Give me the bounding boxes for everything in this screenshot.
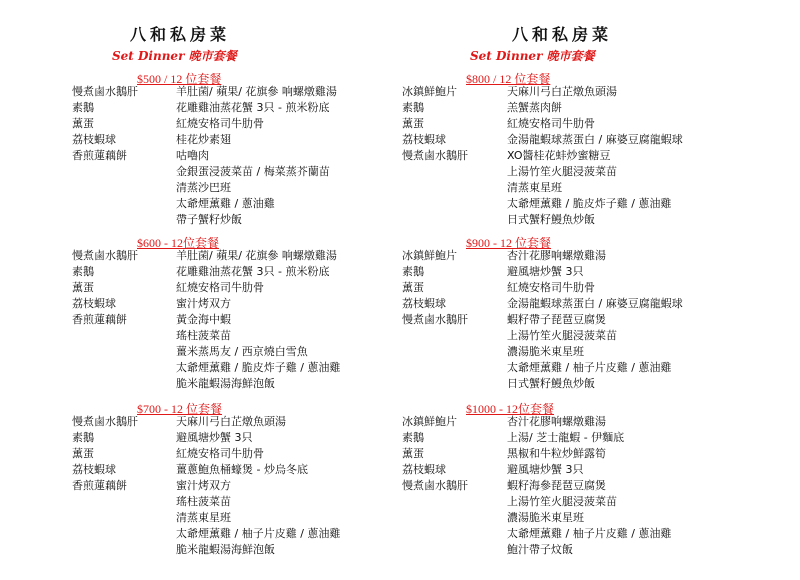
- dish-item: 天麻川弓白芷燉魚頭湯: [507, 85, 617, 98]
- starter-item: 薰蛋: [72, 117, 94, 130]
- starter-item: 素鵝: [402, 265, 424, 278]
- set-title: $1000 - 12位套餐: [466, 402, 554, 416]
- dish-item: 濃湯脆米東星班: [507, 345, 584, 358]
- dish-item: 日式蟹籽鰻魚炒飯: [507, 213, 595, 226]
- dish-item: 避風塘炒蟹 3只: [507, 265, 584, 278]
- dish-item: 紅燒安格司牛肋骨: [507, 117, 595, 130]
- starter-item: 慢煮鹵水鵝肝: [72, 415, 138, 428]
- starter-item: 素鵝: [72, 431, 94, 444]
- dish-item: 羊肚菌/ 蘋果/ 花旗參 响螺燉雞湯: [176, 249, 337, 262]
- dish-item: 避風塘炒蟹 3只: [507, 463, 584, 476]
- dish-item: 咕嚕肉: [176, 149, 209, 162]
- starter-item: 薰蛋: [402, 117, 424, 130]
- dish-item: 太爺煙薰雞 / 脆皮炸子雞 / 蔥油雞: [507, 197, 672, 210]
- starter-item: 慢煮鹵水鵝肝: [402, 479, 468, 492]
- dish-item: 鮑汁帶子炆飯: [507, 543, 573, 556]
- set-title: $600 - 12位套餐: [137, 236, 219, 250]
- dish-item: 黑椒和牛粒炒鮮露筍: [507, 447, 606, 460]
- dish-item: 蝦籽帶子琵琶豆腐煲: [507, 313, 606, 326]
- starter-item: 素鵝: [72, 265, 94, 278]
- dish-item: 薑蔥鮑魚桶蠔煲 - 炒烏冬底: [176, 463, 308, 476]
- dish-item: 紅燒安格司牛肋骨: [176, 447, 264, 460]
- starter-item: 慢煮鹵水鵝肝: [402, 313, 468, 326]
- dish-item: 濃湯脆米東星班: [507, 511, 584, 524]
- starter-item: 慢煮鹵水鵝肝: [402, 149, 468, 162]
- starter-item: 慢煮鹵水鵝肝: [72, 85, 138, 98]
- starter-item: 冰鎮鮮鮑片: [402, 85, 457, 98]
- restaurant-title: 八和私房菜: [511, 25, 612, 44]
- dish-item: 天麻川弓白芷燉魚頭湯: [176, 415, 286, 428]
- set-title: $500 / 12 位套餐: [137, 72, 222, 86]
- dish-item: 太爺煙薰雞 / 蔥油雞: [176, 197, 275, 210]
- dish-item: 太爺煙薰雞 / 脆皮炸子雞 / 蔥油雞: [176, 361, 341, 374]
- menu-subtitle: Set Dinner 晚市套餐: [112, 49, 237, 63]
- starter-item: 慢煮鹵水鵝肝: [72, 249, 138, 262]
- dish-item: 脆米龍蝦湯海鮮泡飯: [176, 377, 275, 390]
- dish-item: 太爺煙薰雞 / 柚子片皮雞 / 蔥油雞: [507, 527, 672, 540]
- starter-item: 薰蛋: [72, 447, 94, 460]
- starter-item: 素鵝: [402, 101, 424, 114]
- dish-item: 羊肚菌/ 蘋果/ 花旗參 响螺燉雞湯: [176, 85, 337, 98]
- menu-subtitle: Set Dinner 晚市套餐: [470, 49, 595, 63]
- starter-item: 荔枝蝦球: [402, 133, 446, 146]
- dish-item: 蝦籽海參琵琶豆腐煲: [507, 479, 606, 492]
- starter-item: 薰蛋: [402, 447, 424, 460]
- dish-item: 蜜汁烤双方: [176, 297, 231, 310]
- dish-item: 薑米蒸馬友 / 西京燒白雪魚: [176, 345, 308, 358]
- starter-item: 素鵝: [72, 101, 94, 114]
- dish-item: 上湯竹笙火腿浸菠菜苗: [507, 495, 617, 508]
- starter-item: 香煎蓮藕餅: [72, 479, 127, 492]
- dish-item: 杏汁花膠响螺燉雞湯: [507, 415, 606, 428]
- dish-item: 花雕雞油蒸花蟹 3只 - 煎米粉底: [176, 265, 330, 278]
- dish-item: 杏汁花膠响螺燉雞湯: [507, 249, 606, 262]
- dish-item: XO醬桂花蚌炒蜜糖豆: [507, 149, 611, 162]
- dish-item: 日式蟹籽鰻魚炒飯: [507, 377, 595, 390]
- dish-item: 清蒸沙巴班: [176, 181, 231, 194]
- dish-item: 太爺煙薰雞 / 柚子片皮雞 / 蔥油雞: [176, 527, 341, 540]
- dish-item: 瑤柱菠菜苗: [176, 495, 231, 508]
- dish-item: 太爺煙薰雞 / 柚子片皮雞 / 蔥油雞: [507, 361, 672, 374]
- dish-item: 上湯竹笙火腿浸菠菜苗: [507, 329, 617, 342]
- dish-item: 金銀蛋浸菠菜苗 / 梅菜蒸芥蘭苗: [176, 165, 330, 178]
- dish-item: 黃金海中蝦: [176, 313, 231, 326]
- dish-item: 清蒸東星班: [507, 181, 562, 194]
- starter-item: 荔枝蝦球: [402, 297, 446, 310]
- starter-item: 薰蛋: [402, 281, 424, 294]
- dish-item: 紅燒安格司牛肋骨: [176, 117, 264, 130]
- dish-item: 金湯龍蝦球蒸蛋白 / 麻婆豆腐龍蝦球: [507, 133, 683, 146]
- menu-page-right: [400, 0, 800, 580]
- starter-item: 荔枝蝦球: [72, 463, 116, 476]
- dish-item: 避風塘炒蟹 3只: [176, 431, 253, 444]
- starter-item: 冰鎮鮮鮑片: [402, 249, 457, 262]
- set-title: $800 / 12 位套餐: [466, 72, 551, 86]
- dish-item: 紅燒安格司牛肋骨: [176, 281, 264, 294]
- dish-item: 帶子蟹籽炒飯: [176, 213, 242, 226]
- dish-item: 桂花炒素翅: [176, 133, 231, 146]
- set-title: $900 - 12 位套餐: [466, 236, 551, 250]
- starter-item: 香煎蓮藕餅: [72, 313, 127, 326]
- dish-item: 清蒸東星班: [176, 511, 231, 524]
- dish-item: 羔蟹蒸肉餅: [507, 101, 562, 114]
- set-title: $700 - 12 位套餐: [137, 402, 222, 416]
- starter-item: 素鵝: [402, 431, 424, 444]
- dish-item: 花雕雞油蒸花蟹 3只 - 煎米粉底: [176, 101, 330, 114]
- starter-item: 荔枝蝦球: [72, 297, 116, 310]
- dish-item: 上湯/ 芝士龍蝦 - 伊麵底: [507, 431, 625, 444]
- dish-item: 紅燒安格司牛肋骨: [507, 281, 595, 294]
- starter-item: 冰鎮鮮鮑片: [402, 415, 457, 428]
- dish-item: 瑤柱菠菜苗: [176, 329, 231, 342]
- starter-item: 薰蛋: [72, 281, 94, 294]
- dish-item: 脆米龍蝦湯海鮮泡飯: [176, 543, 275, 556]
- restaurant-title: 八和私房菜: [129, 25, 230, 44]
- dish-item: 金湯龍蝦球蒸蛋白 / 麻婆豆腐龍蝦球: [507, 297, 683, 310]
- starter-item: 香煎蓮藕餅: [72, 149, 127, 162]
- starter-item: 荔枝蝦球: [72, 133, 116, 146]
- starter-item: 荔枝蝦球: [402, 463, 446, 476]
- dish-item: 上湯竹笙火腿浸菠菜苗: [507, 165, 617, 178]
- dish-item: 蜜汁烤双方: [176, 479, 231, 492]
